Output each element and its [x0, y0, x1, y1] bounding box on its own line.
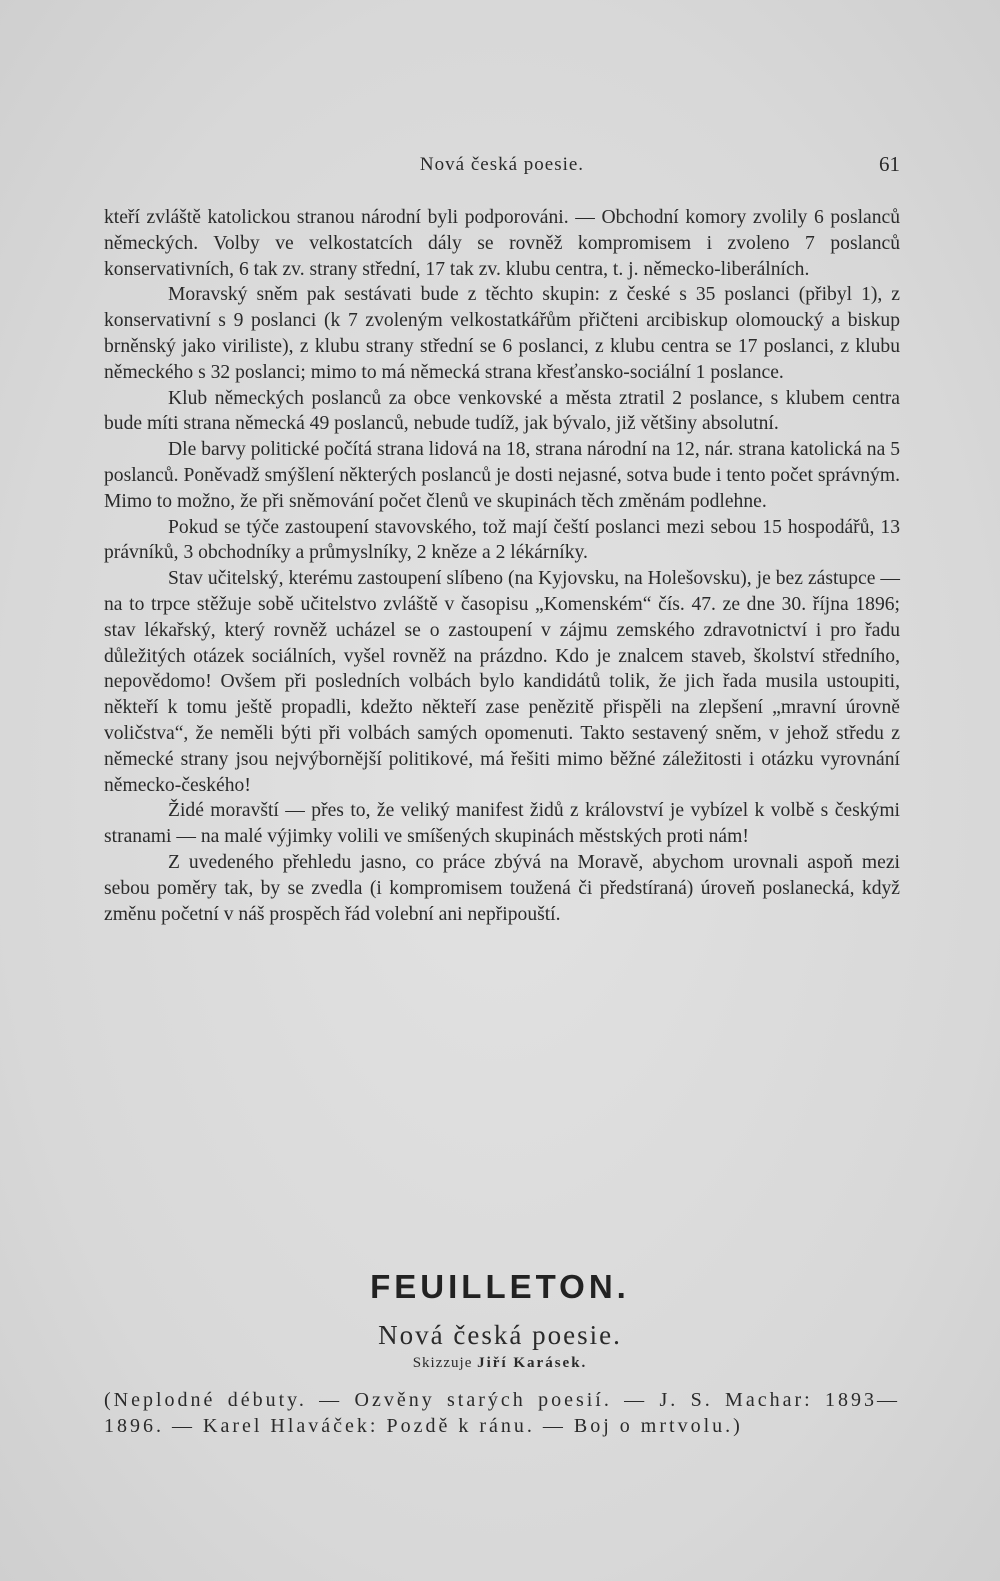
byline-author: Jiří Karásek. [477, 1355, 588, 1371]
feuilleton-byline [0, 1355, 1000, 1372]
body-text [104, 205, 900, 927]
paragraph-german-club: Klub německých poslanců za obce venkovské a města ztratil 2 poslance, s klubem centra bude míti strana německá 49 poslanců, nebude tudíž, jak bývalo, již většiny absolutní. [104, 387, 900, 435]
feuilleton-heading: FEUILLETON. [370, 1268, 630, 1305]
running-title: Nová česká poesie. [419, 154, 585, 175]
paragraph-moravian-diet: Moravský sněm pak sestávati bude z těchto skupin: z české s 35 poslanci (přibyl 1), z konservativní s 9 poslanci (k 7 zvoleným velkostatkářům přičteni arcibiskup olomoucký a biskup brněnský jako viriliste), z klubu strany střední se 6 poslanci, z klubu centra se 17 poslanci, z klubu německého s 32 poslanci; mimo to má německá strana křesťansko-sociální 1 poslance. [104, 284, 900, 383]
feuilleton-works: (Neplodné débuty. — Ozvěny starých poesií. — J. S. Machar: 1893—1896. — Karel Hlaváček: Pozdě k ránu. — Boj o mrtvolu.) [104, 1389, 900, 1437]
paragraph-estates: Pokud se týče zastoupení stavovského, tož mají čeští poslanci mezi sebou 15 hospodářů, 13 právníků, 3 obchodníky a průmyslníky, 2 kněze a 2 lékárníky. [104, 516, 900, 564]
feuilleton-section [0, 1268, 1000, 1372]
feuilleton-title: Nová česká poesie. [378, 1320, 622, 1350]
running-head [104, 150, 900, 182]
paragraph-political-colour: Dle barvy politické počítá strana lidová na 18, strana národní na 12, nár. strana katolická na 5 poslanců. Poněvadž smýšlení některých poslanců je dosti nejasné, sotva bude i tento počet správným. Mimo to možno, že při sněmování počet členů ve skupinách těch změnám podlehne. [104, 439, 900, 512]
byline-prefix: Skizzuje [412, 1355, 473, 1371]
paragraph-jews: Židé moravští — přes to, že veliký manifest židů z království je vybízel k volbě s českými stranami — na malé výjimky volili ve smíšených skupinách městských proti nám! [104, 800, 900, 848]
paragraph-continuation: kteří zvláště katolickou stranou národní byli podporováni. — Obchodní komory zvolily 6 poslanců německých. Volby ve velkostatcích dály se rovněž kompromisem i zvoleno 7 poslanců konservativních, 6 tak zv. strany střední, 17 tak zv. klubu centra, t. j. německo-liberálních. [104, 207, 900, 280]
page-number: 61 [879, 152, 900, 176]
paragraph-conclusion: Z uvedeného přehledu jasno, co práce zbývá na Moravě, abychom urovnali aspoň mezi sebou poměry tak, by se zvedla (i kompromisem toužená či předstíraná) úroveň poslanecká, když změnu početní v náš prospěch řád volební ani nepřipouští. [104, 851, 900, 925]
paragraph-teachers: Stav učitelský, kterému zastoupení slíbeno (na Kyjovsku, na Holešovsku), je bez zástupce — na to trpce stěžuje sobě učitelstvo zvláště v časopisu „Komenském“ čís. 47. ze dne 30. října 1896; stav lékařský, který rovněž ucházel se o zastoupení v zájmu zemského zdravotnictví i pro řadu důležitých otázek sociálních, vyšel rovněž na prázdno. Kdo je znalcem staveb, školství středního, nepovědomo! Ovšem při posledních volbách bylo kandidátů tolik, že jich řada musila ustoupiti, někteří k tomu ještě propadli, kdežto někteří zase penězitě přispěli na zlepšení „mravní úrovně voličstva“, že neměli býti při volbách samých opomenuti. Takto sestavený sněm, v jehož středu z německé strany jsou nejvýbornější politikové, má řešiti mimo běžné záležitosti i otázku vyrovnání německo-českého! [104, 568, 900, 796]
